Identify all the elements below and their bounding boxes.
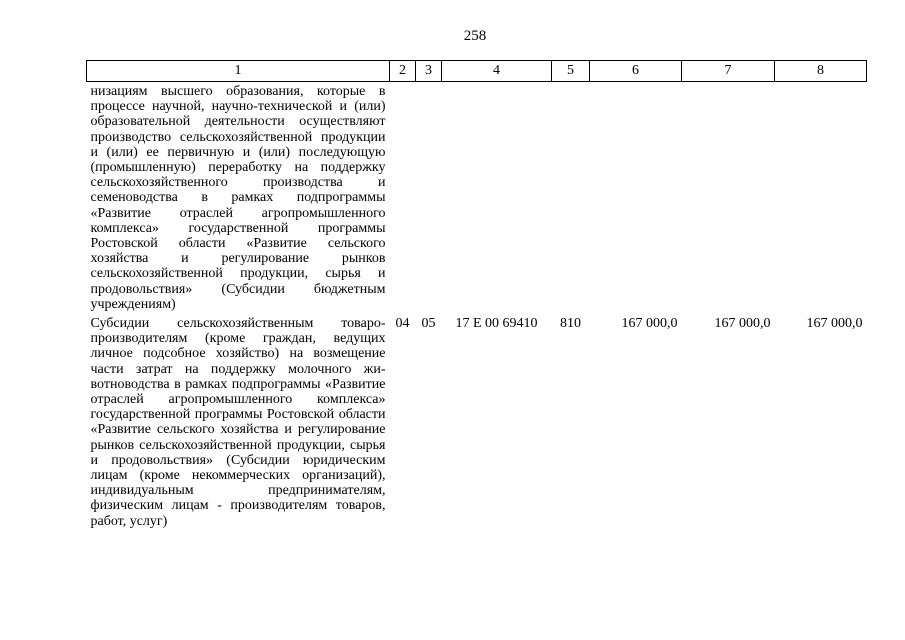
column-header-4: 4 [442,61,552,82]
row-amount-col8 [775,82,867,313]
column-header-1: 1 [87,61,390,82]
row-section-code [390,82,416,313]
column-header-8: 8 [775,61,867,82]
row-description: Субсидии сельскохозяйственным товаропроизводителям (кроме граждан, ведущих личное подсобное хозяйство) на возмещение части затрат на поддержку молочного животноводства в рамках подпрограммы «Развитие отраслей агропромышленного комплекса» государственной программы Ростовской области «Развитие сельского хозяйства и регулирование рынков сельскохозяйственной продукции, сырья и продовольствия» (Субсидии юридическим лицам (кроме некоммерческих организаций), индивидуальным предпринимателям, физическим лицам - производителям товаров, работ, услуг) [90,316,386,529]
column-header-6: 6 [590,61,682,82]
column-header-3: 3 [416,61,442,82]
column-header-5: 5 [552,61,590,82]
table-header-row [87,61,867,82]
row-amount-col7 [682,82,775,313]
budget-table [86,60,867,529]
row-amount-col6: 167 000,0 [621,316,678,332]
row-amount-col6 [590,82,682,313]
table-row [87,82,867,313]
table-row [87,312,867,529]
row-subsection-code: 05 [421,316,436,332]
column-header-7: 7 [682,61,775,82]
row-amount-col7: 167 000,0 [714,316,771,332]
row-amount-col8: 167 000,0 [806,316,863,332]
row-target-article: 17 Е 00 69410 [455,316,538,332]
row-expense-type [552,82,590,313]
row-target-article [442,82,552,313]
row-subsection-code [416,82,442,313]
page-number: 258 [463,28,487,44]
row-description: низациям высшего образования, которые в процессе научной, научно-технической и (или) образовательной деятельности осуществляют производство сельскохозяйственной продукции и (или) ее первичную и (или) последующую (промышленную) переработку на поддержку сельскохозяйственного производства и семеноводства в рамках подпрограммы «Развитие отраслей агропромышленного комплекса» государственной программы Ростовской области «Развитие сельского хозяйства и регулирование рынков сельскохозяйственной продукции, сырья и продовольствия» (Субсидии бюджетным учреждениям) [90,84,386,312]
row-section-code: 04 [395,316,410,332]
row-expense-type: 810 [560,316,581,332]
column-header-2: 2 [390,61,416,82]
